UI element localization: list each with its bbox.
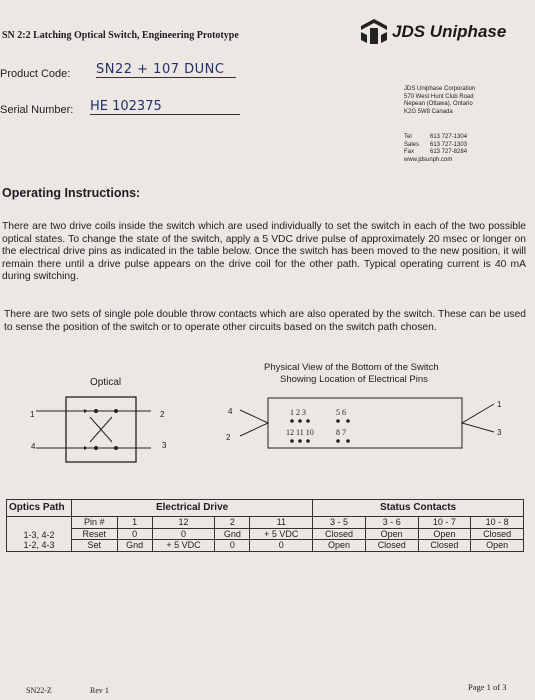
table-cell: Closed (471, 528, 524, 540)
table-cell: 0 (215, 540, 250, 552)
instructions-heading: Operating Instructions: (2, 186, 141, 200)
instructions-paragraph-1: There are two drive coils inside the switch which are used individually to set the switch in each of the two possible optical states. To change the state of the switch, apply a 5 VDC drive pulse of approximately 20 msec or longer on the electrical drive pins as indicated in the table below. Once the switch has been moved to the new position, it will remain there until a drive pulse appears on the drive coil for the other path. Typical operating current is 40 mA during switching. (2, 221, 526, 282)
jdsu-logo-icon (357, 18, 391, 48)
address-line: 570 West Hunt Club Road (404, 93, 474, 100)
pin-numbers-bottom-left: 12 11 10 (286, 428, 314, 437)
table-cell: 3 - 5 (313, 517, 366, 529)
table-cell: + 5 VDC (152, 540, 215, 552)
pin-numbers-top-right: 5 6 (336, 408, 346, 417)
table-cell: Open (313, 540, 366, 552)
table-cell: 1 (117, 517, 152, 529)
address-line: Nepean (Ottawa), Ontario (404, 101, 473, 107)
instructions-paragraph-2: There are two sets of single pole double throw contacts which are also operated by the switch. These can be used to sense the position of the switch or to operate other circuits based on the switch path chosen. (4, 309, 526, 333)
footer-model: SN22-Z (26, 686, 52, 695)
contact-fax: Fax 613 727-8284 (404, 149, 468, 155)
company-address (404, 86, 475, 116)
footer-page-number: Page 1 of 3 (468, 682, 507, 692)
physical-view-title-1: Physical View of the Bottom of the Switch (264, 362, 439, 373)
pin-numbers-bottom-right: 8 7 (336, 428, 346, 437)
table-cell: 0 (250, 540, 313, 552)
contact-tel: Tel 613 727-1304 (404, 134, 468, 140)
table-cell: Closed (313, 528, 366, 540)
optical-path-diagram (36, 395, 166, 465)
table-header-row (7, 500, 524, 517)
port-label: 3 (162, 441, 167, 450)
table-cell: + 5 VDC (250, 528, 313, 540)
document-title: SN 2:2 Latching Optical Switch, Engineering Prototype (2, 30, 239, 41)
port-label: 2 (160, 410, 165, 419)
table-cell: Open (418, 528, 471, 540)
table-cell: Gnd (215, 528, 250, 540)
table-cell: Closed (365, 540, 418, 552)
switch-bottom-view (234, 390, 504, 455)
phys-port-label: 3 (497, 428, 502, 437)
header-status-contacts: Status Contacts (313, 500, 524, 517)
phys-port-label: 1 (497, 400, 502, 409)
address-line: JDS Uniphase Corporation (404, 86, 476, 92)
product-code-label: Product Code: (0, 68, 71, 80)
footer-revision: Rev 1 (90, 686, 109, 695)
optics-path-cell: 1-3, 4-2 1-2, 4-3 (7, 517, 72, 552)
table-row (7, 517, 524, 529)
table-cell: 12 (152, 517, 215, 529)
table-cell: Open (365, 528, 418, 540)
phys-port-label: 2 (226, 433, 231, 442)
table-cell: 10 - 8 (471, 517, 524, 529)
port-label: 4 (31, 442, 36, 451)
label-cell: Pin # (72, 517, 118, 529)
table-row (7, 528, 524, 540)
table-cell: Open (471, 540, 524, 552)
brand-logo (357, 18, 391, 53)
header-electrical-drive: Electrical Drive (72, 500, 313, 517)
phys-port-label: 4 (228, 407, 233, 416)
table-cell: 2 (215, 517, 250, 529)
contact-sales: Sales 613 727-1303 (404, 141, 468, 148)
pin-numbers-top-left: 1 2 3 (290, 408, 306, 417)
table-cell: 0 (117, 528, 152, 540)
label-cell: Set (72, 540, 118, 552)
serial-number-label: Serial Number: (0, 104, 74, 116)
table-cell: 11 (250, 517, 313, 529)
table-cell: Closed (418, 540, 471, 552)
table-cell: 10 - 7 (418, 517, 471, 529)
physical-view-title-2: Showing Location of Electrical Pins (280, 374, 428, 385)
label-cell: Reset (72, 528, 118, 540)
header-optics-path: Optics Path (7, 500, 72, 517)
table-row (7, 540, 524, 552)
switch-drive-table (6, 499, 524, 552)
product-code-value: SN22 + 107 DUNC (96, 62, 236, 78)
optical-label: Optical (90, 377, 122, 388)
table-cell: Gnd (117, 540, 152, 552)
address-line: K2G 5W8 Canada (404, 108, 453, 115)
brand-name: JDS Uniphase (392, 22, 507, 41)
serial-number-value: HE 102375 (90, 99, 240, 115)
table-cell: 3 - 6 (365, 517, 418, 529)
company-website: www.jdsunph.com (404, 156, 453, 163)
port-label: 1 (30, 410, 35, 419)
company-contacts (404, 134, 467, 164)
table-cell: 0 (152, 528, 215, 540)
